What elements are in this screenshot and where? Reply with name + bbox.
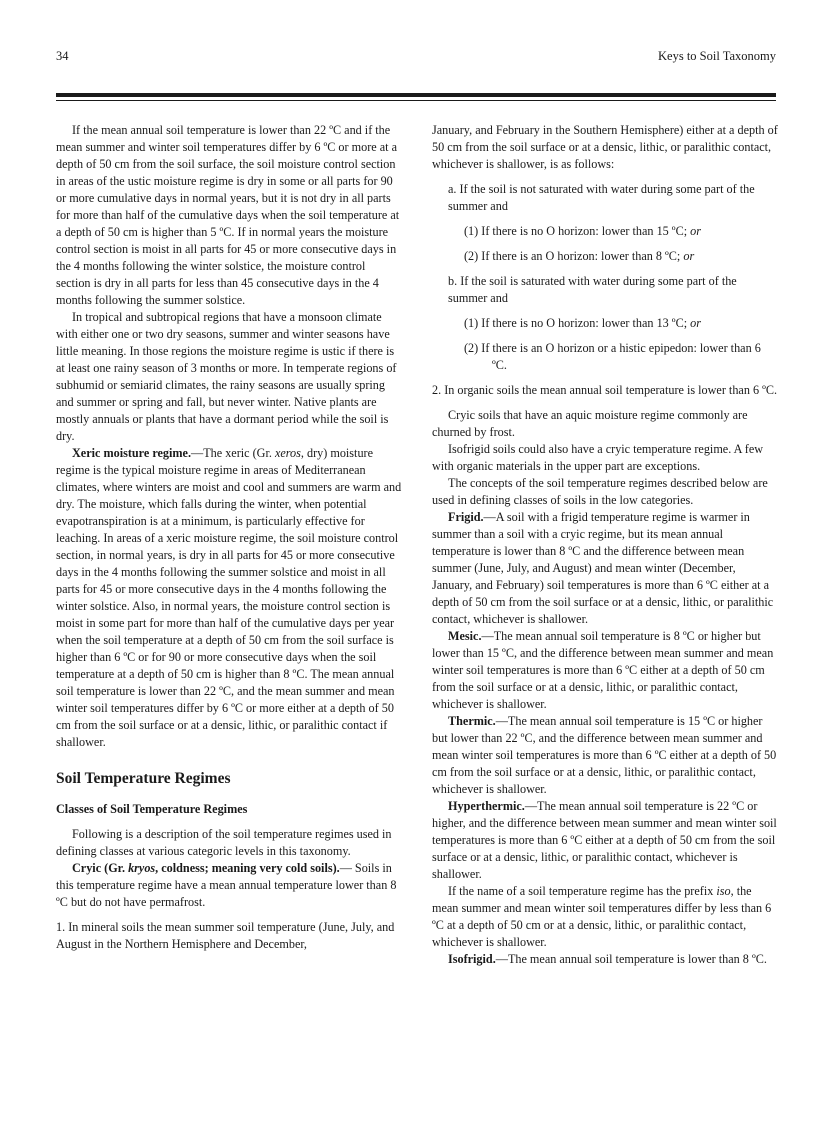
ustic-paragraph: If the mean annual soil temperature is lower than 22 ºC and if the mean summer and winter soil temperatures differ by 6 ºC or more at a depth of 50 cm from the soil surface, the soil moisture control section in areas of the ustic moisture regime is dry in some or all parts for 90 or more cumulative days in normal years, but it is not dry in all parts for more than half of the cumulative days when the soil temperature at a depth of 50 cm is higher than 5 ºC. If in normal years the moisture control section is moist in all parts for 45 or more consecutive days in the 4 months following the winter solstice, the moisture control section is dry in all parts for less than 45 consecutive days in the 4 months following the summer solstice. (56, 123, 400, 307)
item-a-1-text: (1) If there is no O horizon: lower than 15 ºC; (464, 224, 691, 238)
iso-text-a: If the name of a soil temperature regime has the prefix (448, 884, 717, 898)
page-header (56, 49, 776, 67)
cryic-term-b: , coldness; meaning very cold soils). (155, 861, 340, 875)
header-rule-thin (56, 100, 776, 101)
following-paragraph: Following is a description of the soil temperature regimes used in defining classes at various categoric levels in this taxonomy. (56, 827, 392, 858)
right-column (432, 122, 778, 968)
item-b-2: (2) If there is an O horizon or a histic epipedon: lower than 6 ºC. (464, 341, 761, 372)
left-column (56, 122, 402, 953)
iso-text-b: , the mean summer and mean winter soil temperatures differ by less than 6 ºC at a depth of 50 cm or at a densic, lithic, or paralithic contact, whichever is shallower. (432, 884, 772, 949)
isofrigid-text: —The mean annual soil temperature is lower than 8 ºC. (495, 952, 767, 966)
item-1-continuation: January, and February in the Southern Hemisphere) either at a depth of 50 cm from the soil surface or at a densic, lithic, or paralithic contact, whichever is shallower, is as follows: (432, 123, 778, 171)
cryic-aquic-paragraph: Cryic soils that have an aquic moisture regime commonly are churned by frost. (432, 408, 748, 439)
isofrigid-term: Isofrigid. (448, 952, 496, 966)
monsoon-paragraph: In tropical and subtropical regions that have a monsoon climate with either one or two dry seasons, summer and winter seasons have little meaning. In those regions the moisture regime is ustic if there is at least one rainy season of 3 months or more. In temperate regions of subhumid or semiarid climates, the rainy seasons are usually spring and summer or spring and fall, but never winter. Native plants are mostly annuals or plants that have a dormant period while the soil is dry. (56, 310, 397, 443)
hyperthermic-text: —The mean annual soil temperature is 22 ºC or higher, and the difference between mean summer and mean winter soil temperatures is more than 6 ºC either at a depth of 50 cm from the soil surface or at a densic, lithic, or paralithic contact, whichever is shallower. (432, 799, 777, 881)
hyperthermic-term: Hyperthermic. (448, 799, 525, 813)
subsection-heading: Classes of Soil Temperature Regimes (56, 802, 248, 816)
isofrigid-paragraph (432, 951, 778, 968)
item-a-2 (464, 248, 778, 265)
cryic-text: — Soils in this temperature regime have a mean annual temperature lower than 8 ºC but do not have permafrost. (56, 861, 397, 909)
page-number: 34 (56, 49, 69, 63)
frigid-paragraph (432, 509, 778, 628)
cryic-paragraph (56, 860, 402, 911)
mesic-paragraph (432, 628, 778, 713)
xeric-text-a: —The xeric (Gr. (191, 446, 275, 460)
item-b: b. If the soil is saturated with water during some part of the summer and (448, 274, 737, 305)
cryic-term (72, 861, 340, 875)
item-a-2-text: (2) If there is an O horizon: lower than 8 ºC; (464, 249, 684, 263)
item-a-1 (464, 223, 778, 240)
isofrigid-note-paragraph: Isofrigid soils could also have a cryic temperature regime. A few with organic materials in the upper part are exceptions. (432, 442, 764, 473)
or-word: or (690, 224, 701, 238)
cryic-term-a: Cryic (Gr. (72, 861, 129, 875)
frigid-term: Frigid. (448, 510, 484, 524)
hyperthermic-paragraph (432, 798, 778, 883)
thermic-text: —The mean annual soil temperature is 15 ºC or higher but lower than 22 ºC, and the difference between mean summer and mean winter soil temperatures is more than 6 ºC either at a depth of 50 cm from the soil surface or at a densic, lithic, or paralithic contact, whichever is shallower. (432, 714, 777, 796)
xeric-text-b: , dry) moisture regime is the typical moisture regime in areas of Mediterranean climates, where winters are moist and cool and summers are warm and dry. The moisture, which falls during the winter, when potential evapotranspiration is at a minimum, is particularly effective for leaching. In areas of a xeric moisture regime, the soil moisture control section, in normal years, is dry in all parts for 45 or more consecutive days in the 4 months following the summer solstice and moist in all parts for 45 or more consecutive days in the 4 months following the winter solstice. Also, in normal years, the moisture control section is moist in some part for more than half of the cumulative days per year when the soil temperature at a depth of 50 cm from the soil surface is higher than 6 ºC or for 90 or more consecutive days when the soil temperature at a depth of 50 cm is higher than 8 ºC. The mean annual soil temperature is lower than 22 ºC, and the mean summer and mean winter soil temperatures differ by 6 ºC or more either at a depth of 50 cm from the soil surface or at a densic, lithic, or paralithic contact if shallower. (56, 446, 402, 749)
thermic-paragraph (432, 713, 778, 798)
item-b-1 (464, 315, 778, 332)
xeric-paragraph (56, 445, 402, 751)
section-heading: Soil Temperature Regimes (56, 770, 231, 787)
or-word: or (690, 316, 701, 330)
item-a: a. If the soil is not saturated with water during some part of the summer and (448, 182, 755, 213)
iso-word: iso (716, 884, 731, 898)
item-2: 2. In organic soils the mean annual soil temperature is lower than 6 ºC. (432, 383, 778, 397)
iso-prefix-paragraph (432, 883, 778, 951)
item-b-1-text: (1) If there is no O horizon: lower than 13 ºC; (464, 316, 691, 330)
thermic-term: Thermic. (448, 714, 496, 728)
cryic-item-1: 1. In mineral soils the mean summer soil temperature (June, July, and August in the Northern Hemisphere and December, (56, 920, 395, 951)
running-title: Keys to Soil Taxonomy (658, 49, 776, 63)
mesic-term: Mesic. (448, 629, 482, 643)
or-word: or (683, 249, 695, 263)
mesic-text: —The mean annual soil temperature is 8 ºC or higher but lower than 15 ºC, and the difference between mean summer and mean winter soil temperatures is more than 6 ºC either at a depth of 50 cm from the soil surface or at a densic, lithic, or paralithic contact, whichever is shallower. (432, 629, 774, 711)
frigid-text: —A soil with a frigid temperature regime is warmer in summer than a soil with a cryic regime, but its mean annual temperature is lower than 8 ºC and the difference between mean summer (June, July, and August) and mean winter (December, January, and February) soil temperatures is more than 6 ºC either at a depth of 50 cm from the soil surface or at a densic, lithic, or paralithic contact, whichever is shallower. (432, 510, 774, 626)
cryic-greek-word: kryos (128, 861, 156, 875)
xeric-term: Xeric moisture regime. (72, 446, 192, 460)
header-rule-thick (56, 93, 776, 97)
xeric-greek-word: xeros (274, 446, 301, 460)
concepts-paragraph: The concepts of the soil temperature regimes described below are used in defining classes of soils in the low categories. (432, 476, 768, 507)
